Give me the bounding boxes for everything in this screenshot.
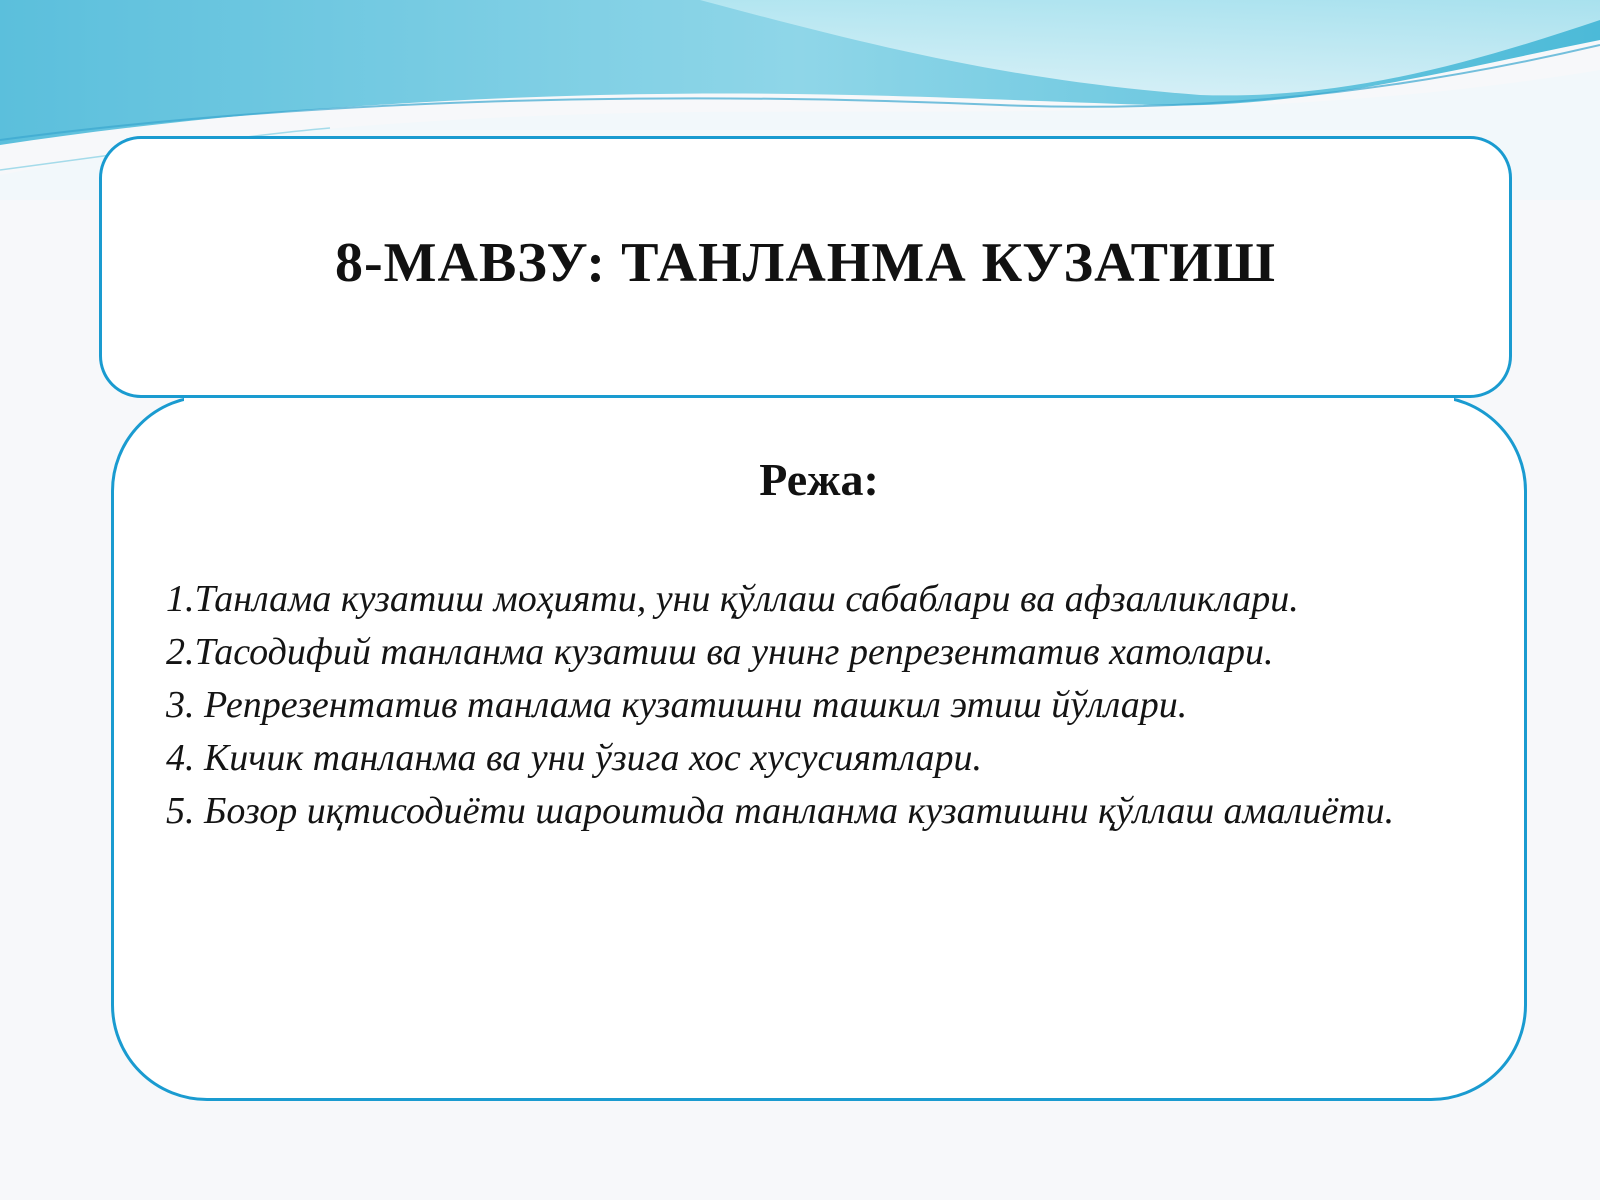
plan-item-1: 1.Танлама кузатиш моҳияти, уни қўллаш сабаблари ва афзалликлари. <box>166 578 1299 620</box>
plan-heading: Режа: <box>759 454 879 505</box>
plan-item-3: 3. Репрезентатив танлама кузатишни ташкил этиш йўллари. <box>166 684 1188 726</box>
plan-item-2: 2.Тасодифий танланма кузатиш ва унинг репрезентатив хатолари. <box>166 631 1274 673</box>
plan-item-5: 5. Бозор иқтисодиёти шароитида танланма кузатишни қўллаш амалиёти. <box>166 790 1395 832</box>
title-box <box>99 136 1512 398</box>
plan-list <box>166 573 1496 838</box>
slide-title: 8-МАВЗУ: ТАНЛАНМА КУЗАТИШ <box>335 232 1276 294</box>
plan-box <box>111 395 1527 1101</box>
plan-item-4: 4. Кичик танланма ва уни ўзига хос хусусиятлари. <box>166 737 982 779</box>
